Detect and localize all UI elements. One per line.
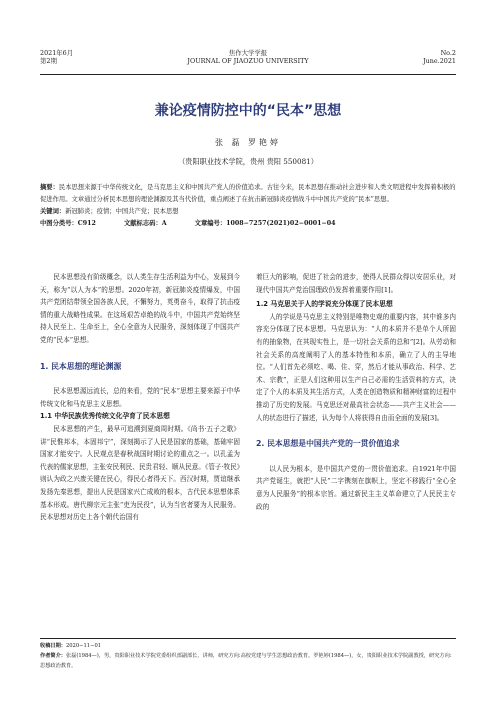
header-year-month: 2021年6月 [40,49,74,57]
received-date [40,641,456,651]
section-2-heading: 2. 民本思想是中国共产党的一贯价值追求 [256,439,400,449]
header-issue: 第2期 [40,57,57,65]
section-1-2-paragraph: 人的学说是马克思主义特别是唯物史观的重要内容，其中谁多内容充分体现了民本思想。马克思认为：“人的本质并不是单个人所固有的抽象物，在其现实性上，是一切社会关系的总和”[2]。从劳动和社会关系的高度阐明了人的基本特性和本质，确立了人的主导地位。“人们首先必须吃、喝、住、穿，然后才能从事政治、科学、艺术、宗教”，正是人们这种用以生产自己必需的生活资料的方式，决定了个人的本质及其生活方式，人类在创造物质和精神财富的过程中推动了历史的发展。马克思还对最高社会状态——共产主义社会——人的状态进行了描述，认为每个人将获得自由而全面的发展[3]。 [256,312,456,422]
doc-value: A [161,220,167,227]
author-bio-text: 张磊(1984—)，男，贵阳职业技术学院党委组织部副部长、讲师，研究方向:高校党建与学生思想政治教育。罗艳婷(1984—)，女，贵阳职业技术学院副教授，研究方向:思想政治教育。 [40,653,452,669]
footnote [40,638,456,671]
right-column [256,271,456,513]
keywords-text: 新冠肺炎；疫情；中国共产党；民本思想 [65,208,179,215]
section-1-1-heading: 1.1 中华民族优秀传统文化孕育了民本思想 [40,412,170,421]
intro-paragraph: 民本思想没有阶级概念，以人类生存生活利益为中心，发展到今天，称为“以人为本”的思想。2020年初，新冠肺炎疫情爆发，中国共产党团结带领全国各族人民，不懈努力，英勇奋斗，取得了抗击疫情的重大战略性成果。在这场艰苦卓绝的战斗中，中国共产党始终坚持人民至上、生命至上，全心全意为人民服务，深刻体现了中国共产党的“民本”思想。 [40,273,240,344]
clc-label: 中图分类号： [40,220,78,227]
received-label: 收稿日期： [40,643,66,649]
author-bio-label: 作者简介： [40,653,66,659]
section-1-heading: 1. 民本思想的理论渊源 [40,361,122,371]
abstract-block [40,182,456,230]
author-affiliation: （贵阳职业技术学院，贵州 贵阳 550081） [178,157,318,166]
article-value: 1008−7257(2021)02−0001−04 [226,220,336,227]
doc-label: 文献标志码： [123,220,162,227]
section-1-2-heading: 1.2 马克思关于人的学说充分体现了民本思想 [256,300,393,309]
paper-authors: 张 磊 罗艳婷 [214,138,282,147]
author-bio [40,651,456,671]
left-column [40,271,240,524]
keywords-label: 关键词： [40,208,66,215]
abstract-text: 民本思想来源于中华传统文化，是马克思主义和中国共产党人的价值追求。古往今来，民本思想在推动社会进步和人类文明进程中发挥着积极的促进作用。文章通过分析民本思想的理论渊源及其当代价值，重点阐述了在抗击新冠肺炎疫情战斗中中国共产党的“民本”思想。 [40,184,456,203]
abstract [40,182,456,206]
running-header [40,48,456,75]
continued-paragraph: 着巨大的影响，促进了社会的进步，使得人民群众得以安居乐业，对现代中国共产党治国理政仍发挥着重要作用[1]。 [256,273,456,294]
header-no: No.2 [440,49,456,57]
header-center [40,49,456,65]
abstract-label: 摘要： [40,184,59,191]
journal-name-cn: 焦作大学学报 [228,49,268,57]
header-right [423,49,456,65]
article-label: 文章编号： [194,220,227,227]
received-value: 2020−11−01 [65,643,102,649]
journal-name-en: JOURNAL OF JIAOZUO UNIVERSITY [187,57,309,65]
section-1-1-paragraph: 民本思想的产生，最早可追溯到夏商周时期。《尚书·五子之歌》讲“民惟邦本，本固邦宁”，深刻揭示了人民是国家的基础，基础牢固国家才能安宁。人民观点是春秋战国时期讨论的重点之一。以孔孟为代表的儒家思想，主张安民利民、民贵君轻、顺从民意。《管子·牧民》则认为政之兴废关键在民心，得民心者得天下。西汉时期，贾谊继承发扬先秦思想，提出人民是国家兴亡成败的根本，古代民本思想体系基本形成。唐代柳宗元主张“吏为民役”，认为当官者要为人民服务。民本思想对历史上各个朝代治国有 [40,424,240,522]
keywords [40,206,456,218]
section-2-paragraph: 以人民为根本，是中国共产党的一贯价值追求。自1921年中国共产党诞生，就把“人民”二字镌刻在旗帜上，坚定不移践行“全心全意为人民服务”的根本宗旨。通过新民主主义革命建立了人民民主专政的 [256,464,456,511]
clc-value: C912 [77,220,96,227]
section-1-paragraph: 民本思想源远流长，总的来看，党的“民本”思想主要来源于中华传统文化和马克思主义思想。 [40,387,240,408]
header-date-en: June.2021 [423,57,456,65]
classification-codes [40,218,456,230]
paper-title: 兼论疫情防控中的“民本”思想 [154,103,342,119]
